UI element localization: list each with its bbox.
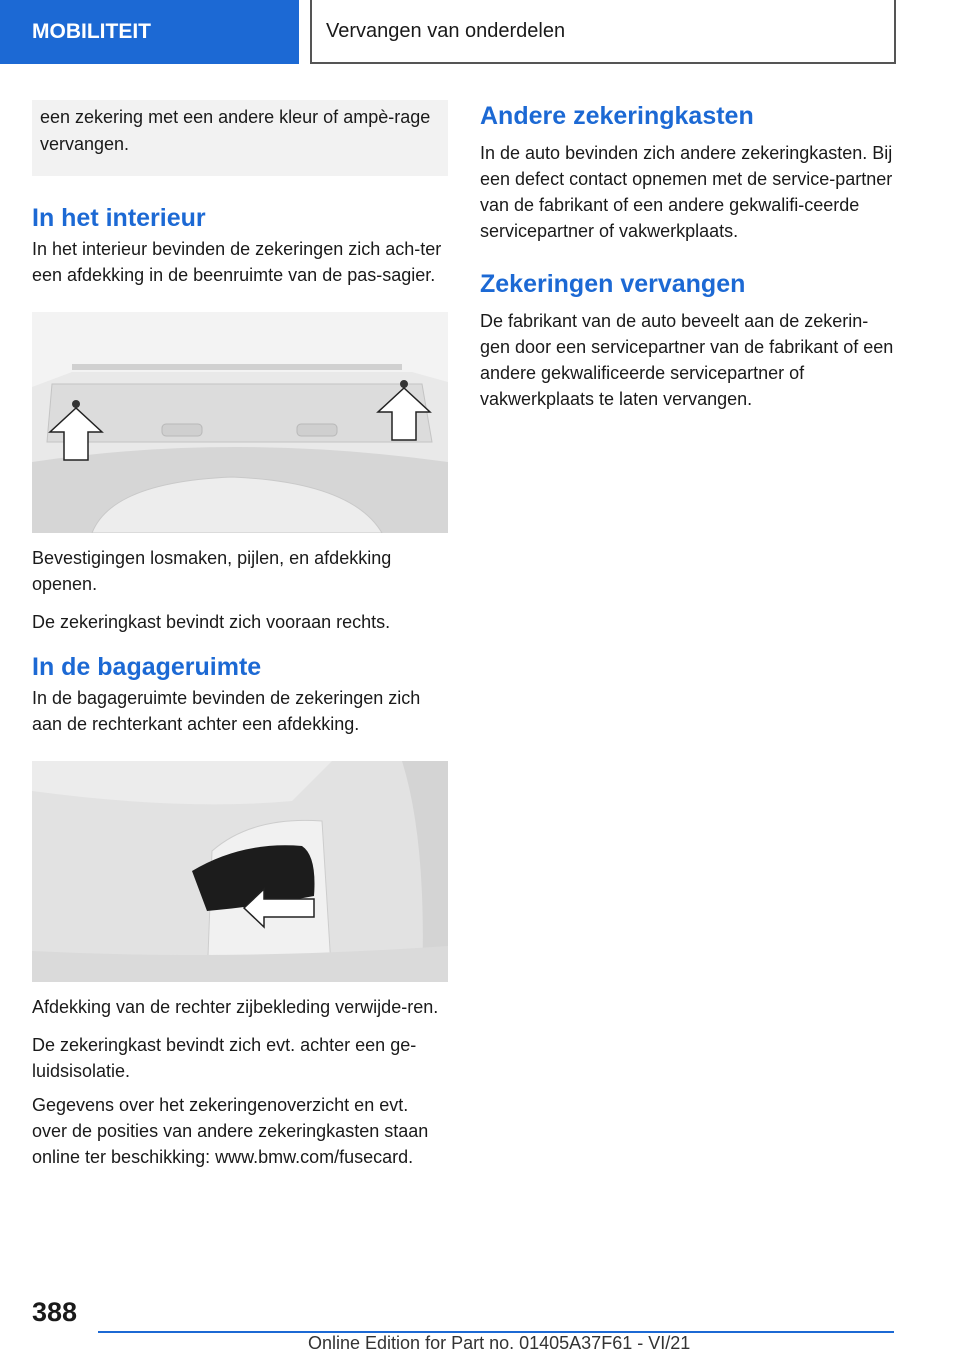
note-text: een zekering met een andere kleur of ampè-rage vervangen. xyxy=(40,107,431,154)
paragraph-replace-fuses: De fabrikant van de auto beveelt aan de zekerin-gen door een servicepartner van de fabrikant of een andere gekwalificeerde servicepartner of vakwerkplaats te laten vervangen. xyxy=(480,311,894,409)
paragraph-online: Gegevens over het zekeringenoverzicht en evt. over de posities van andere zekeringkasten staan online ter beschikking: www.bmw.com/fusecard. xyxy=(32,1095,429,1167)
caption-trunk: Afdekking van de rechter zijbekleding verwijde-ren. xyxy=(32,997,439,1017)
section-label: MOBILITEIT xyxy=(32,20,151,43)
right-column xyxy=(480,100,896,412)
paragraph-other-boxes: In de auto bevinden zich andere zekeringkasten. Bij een defect contact opnemen met de service-partner van de fabrikant of een andere gekwalifi-ceerde servicepartner of vakwerkplaats. xyxy=(480,143,893,241)
chapter-title xyxy=(310,0,896,64)
left-column xyxy=(32,100,448,1170)
heading-other-boxes: Andere zekeringkasten xyxy=(480,102,754,130)
figure-trunk-cover xyxy=(32,761,448,982)
chapter-title-text: Vervangen van onderdelen xyxy=(326,19,566,42)
heading-trunk: In de bagageruimte xyxy=(32,653,262,681)
note-box xyxy=(32,100,448,176)
paragraph-insulation: De zekeringkast bevindt zich evt. achter een ge-luidsisolatie. xyxy=(32,1035,417,1081)
page-number: 388 xyxy=(32,1297,78,1327)
paragraph-interior: In het interieur bevinden de zekeringen zich ach-ter een afdekking in de beenruimte van de pas-sagier. xyxy=(32,239,442,285)
figure-footwell-cover xyxy=(32,312,448,533)
caption-footwell: Bevestigingen losmaken, pijlen, en afdekking openen. xyxy=(32,548,392,594)
footwell-illustration xyxy=(32,312,448,533)
section-tab xyxy=(0,0,299,64)
paragraph-front-right: De zekeringkast bevindt zich vooraan rechts. xyxy=(32,612,391,632)
heading-interior: In het interieur xyxy=(32,204,206,232)
edition-note: Online Edition for Part no. 01405A37F61 - VI/21 xyxy=(308,1333,691,1353)
trunk-illustration xyxy=(32,761,448,982)
heading-replace-fuses: Zekeringen vervangen xyxy=(480,270,746,298)
paragraph-trunk: In de bagageruimte bevinden de zekeringen zich aan de rechterkant achter een afdekking. xyxy=(32,688,421,734)
